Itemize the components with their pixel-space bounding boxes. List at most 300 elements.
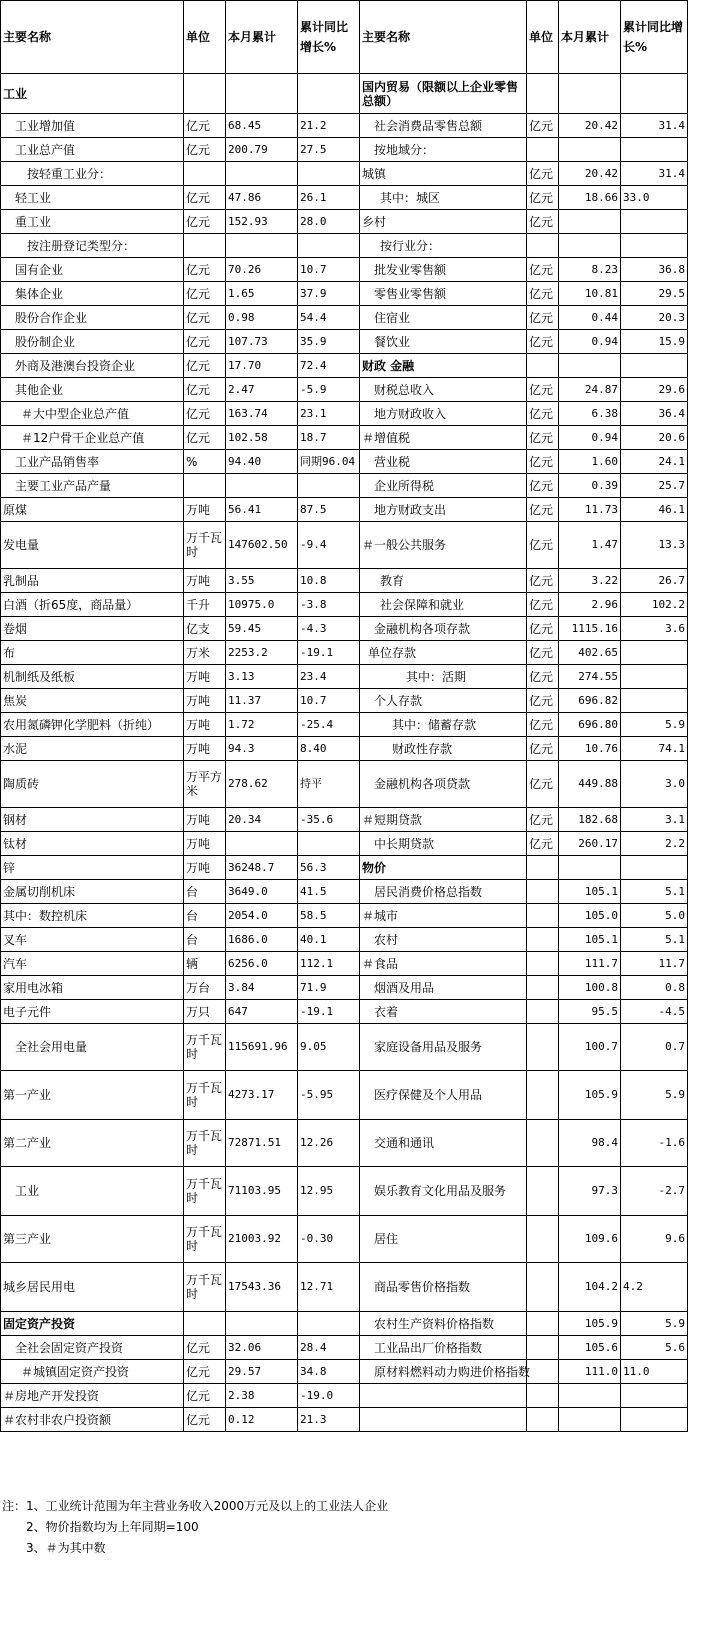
unit-right: 亿元 — [527, 569, 559, 593]
month-value-left: 6256.0 — [226, 952, 298, 976]
unit-right: 亿元 — [527, 162, 559, 186]
unit-right — [527, 1263, 559, 1312]
month-value-left: 1.72 — [226, 713, 298, 737]
growth-value-right: 9.6 — [621, 1216, 688, 1263]
indicator-name-left: 汽车 — [1, 952, 184, 976]
unit-right: 亿元 — [527, 808, 559, 832]
month-value-right: 6.38 — [559, 402, 621, 426]
month-value-right — [559, 1408, 621, 1432]
month-value-right: 696.82 — [559, 689, 621, 713]
unit-right: 亿元 — [527, 114, 559, 138]
month-value-left — [226, 832, 298, 856]
month-value-right: 1115.16 — [559, 617, 621, 641]
growth-value-right: 2.2 — [621, 832, 688, 856]
growth-value-right: 3.6 — [621, 617, 688, 641]
growth-value-left — [298, 474, 360, 498]
indicator-name-right: 金融机构各项存款 — [360, 617, 527, 641]
month-value-left: 4273.17 — [226, 1071, 298, 1120]
indicator-name-right: 交通和通讯 — [360, 1120, 527, 1167]
indicator-name-left: 家用电冰箱 — [1, 976, 184, 1000]
month-value-right: 105.6 — [559, 1336, 621, 1360]
unit-left: 亿元 — [184, 354, 226, 378]
unit-left: 亿元 — [184, 330, 226, 354]
unit-left: 万吨 — [184, 808, 226, 832]
indicator-name-left: 白酒（折65度，商品量） — [1, 593, 184, 617]
unit-left: 千升 — [184, 593, 226, 617]
month-value-right — [559, 74, 621, 114]
month-value-left: 1.65 — [226, 282, 298, 306]
growth-value-left: 同期96.04 — [298, 450, 360, 474]
growth-value-left: 35.9 — [298, 330, 360, 354]
table-row — [1, 354, 688, 378]
header-growth-right: 累计同比增长% — [621, 1, 688, 74]
growth-value-right — [621, 234, 688, 258]
growth-value-left: 28.0 — [298, 210, 360, 234]
table-row — [1, 1263, 688, 1312]
table-row — [1, 1000, 688, 1024]
month-value-left — [226, 74, 298, 114]
month-value-left: 59.45 — [226, 617, 298, 641]
indicator-name-left: ＃12户骨干企业总产值 — [1, 426, 184, 450]
growth-value-left — [298, 832, 360, 856]
table-row — [1, 1071, 688, 1120]
month-value-right: 402.65 — [559, 641, 621, 665]
header-row — [1, 1, 688, 74]
unit-left: 台 — [184, 928, 226, 952]
growth-value-left: 27.5 — [298, 138, 360, 162]
indicator-name-left: 第一产业 — [1, 1071, 184, 1120]
growth-value-right: 5.1 — [621, 928, 688, 952]
indicator-name-left: 机制纸及纸板 — [1, 665, 184, 689]
unit-left: 亿元 — [184, 426, 226, 450]
indicator-name-left: 发电量 — [1, 522, 184, 569]
month-value-left: 17543.36 — [226, 1263, 298, 1312]
growth-value-left: 8.40 — [298, 737, 360, 761]
growth-value-left: -25.4 — [298, 713, 360, 737]
table-row — [1, 114, 688, 138]
growth-value-right: 36.8 — [621, 258, 688, 282]
indicator-name-left: 按注册登记类型分： — [1, 234, 184, 258]
unit-left: 万千瓦时 — [184, 1071, 226, 1120]
table-row — [1, 330, 688, 354]
table-row — [1, 1360, 688, 1384]
month-value-right: 100.7 — [559, 1024, 621, 1071]
table-row — [1, 737, 688, 761]
month-value-right: 105.9 — [559, 1071, 621, 1120]
month-value-left: 147602.50 — [226, 522, 298, 569]
month-value-right: 100.8 — [559, 976, 621, 1000]
growth-value-left: 87.5 — [298, 498, 360, 522]
table-row — [1, 904, 688, 928]
growth-value-left: 10.7 — [298, 258, 360, 282]
month-value-left: 3.84 — [226, 976, 298, 1000]
month-value-left: 152.93 — [226, 210, 298, 234]
indicator-name-left: ＃房地产开发投资 — [1, 1384, 184, 1408]
month-value-left: 72871.51 — [226, 1120, 298, 1167]
indicator-name-left: 集体企业 — [1, 282, 184, 306]
growth-value-left: 72.4 — [298, 354, 360, 378]
unit-left: 万吨 — [184, 856, 226, 880]
table-row — [1, 569, 688, 593]
unit-left: 万只 — [184, 1000, 226, 1024]
unit-left: 万台 — [184, 976, 226, 1000]
month-value-left: 11.37 — [226, 689, 298, 713]
unit-left: 亿元 — [184, 378, 226, 402]
indicator-name-right: 餐饮业 — [360, 330, 527, 354]
growth-value-left: -35.6 — [298, 808, 360, 832]
unit-right: 亿元 — [527, 617, 559, 641]
growth-value-right — [621, 210, 688, 234]
month-value-left: 1686.0 — [226, 928, 298, 952]
unit-right — [527, 904, 559, 928]
month-value-left: 3649.0 — [226, 880, 298, 904]
month-value-left: 20.34 — [226, 808, 298, 832]
indicator-name-right: 国内贸易（限额以上企业零售总额） — [360, 74, 527, 114]
growth-value-left: 41.5 — [298, 880, 360, 904]
month-value-right: 1.47 — [559, 522, 621, 569]
growth-value-right: 5.9 — [621, 1071, 688, 1120]
growth-value-left: 23.1 — [298, 402, 360, 426]
table-row — [1, 1336, 688, 1360]
month-value-left: 36248.7 — [226, 856, 298, 880]
table-row — [1, 976, 688, 1000]
unit-left: 辆 — [184, 952, 226, 976]
unit-left: 亿元 — [184, 258, 226, 282]
unit-left — [184, 234, 226, 258]
indicator-name-left: 工业 — [1, 1167, 184, 1216]
growth-value-right: 0.8 — [621, 976, 688, 1000]
growth-value-left — [298, 1312, 360, 1336]
month-value-right: 449.88 — [559, 761, 621, 808]
unit-right: 亿元 — [527, 593, 559, 617]
growth-value-right — [621, 689, 688, 713]
month-value-left: 21003.92 — [226, 1216, 298, 1263]
unit-right: 亿元 — [527, 306, 559, 330]
month-value-right — [559, 210, 621, 234]
indicator-name-left: 陶质砖 — [1, 761, 184, 808]
table-row — [1, 928, 688, 952]
month-value-left: 94.40 — [226, 450, 298, 474]
unit-left: 万吨 — [184, 569, 226, 593]
month-value-right — [559, 1384, 621, 1408]
unit-right: 亿元 — [527, 641, 559, 665]
unit-right: 亿元 — [527, 522, 559, 569]
indicator-name-left: 主要工业产品产量 — [1, 474, 184, 498]
indicator-name-right: 医疗保健及个人用品 — [360, 1071, 527, 1120]
table-row — [1, 1384, 688, 1408]
unit-left: 亿元 — [184, 1336, 226, 1360]
table-row — [1, 450, 688, 474]
month-value-right: 20.42 — [559, 114, 621, 138]
month-value-left: 32.06 — [226, 1336, 298, 1360]
table-row — [1, 474, 688, 498]
month-value-right: 0.39 — [559, 474, 621, 498]
growth-value-right — [621, 665, 688, 689]
indicator-name-right: 住宿业 — [360, 306, 527, 330]
month-value-right: 105.1 — [559, 928, 621, 952]
month-value-left: 29.57 — [226, 1360, 298, 1384]
table-row — [1, 713, 688, 737]
growth-value-right: 25.7 — [621, 474, 688, 498]
unit-right: 亿元 — [527, 498, 559, 522]
indicator-name-left: 全社会用电量 — [1, 1024, 184, 1071]
unit-right: 亿元 — [527, 210, 559, 234]
month-value-left — [226, 1312, 298, 1336]
growth-value-left: -19.0 — [298, 1384, 360, 1408]
growth-value-right: 5.6 — [621, 1336, 688, 1360]
indicator-name-right: 农村 — [360, 928, 527, 952]
indicator-name-left: 叉车 — [1, 928, 184, 952]
indicator-name-left: 原煤 — [1, 498, 184, 522]
unit-left: 亿支 — [184, 617, 226, 641]
unit-right — [527, 1360, 559, 1384]
growth-value-left: 持平 — [298, 761, 360, 808]
growth-value-left: 56.3 — [298, 856, 360, 880]
growth-value-left: 54.4 — [298, 306, 360, 330]
growth-value-left: -5.95 — [298, 1071, 360, 1120]
unit-right — [527, 1024, 559, 1071]
growth-value-left: -9.4 — [298, 522, 360, 569]
indicator-name-left: 卷烟 — [1, 617, 184, 641]
unit-left: % — [184, 450, 226, 474]
indicator-name-right — [360, 1384, 527, 1408]
month-value-left: 115691.96 — [226, 1024, 298, 1071]
month-value-left: 56.41 — [226, 498, 298, 522]
growth-value-right — [621, 1384, 688, 1408]
unit-left: 万千瓦时 — [184, 1216, 226, 1263]
indicator-name-right: 按行业分： — [360, 234, 527, 258]
growth-value-left: 12.95 — [298, 1167, 360, 1216]
indicator-name-right: 个人存款 — [360, 689, 527, 713]
unit-left: 万平方米 — [184, 761, 226, 808]
table-row — [1, 74, 688, 114]
indicator-name-left: 重工业 — [1, 210, 184, 234]
month-value-right: 182.68 — [559, 808, 621, 832]
unit-left: 万米 — [184, 641, 226, 665]
unit-right: 亿元 — [527, 258, 559, 282]
table-row — [1, 234, 688, 258]
growth-value-right: 0.7 — [621, 1024, 688, 1071]
growth-value-left: 10.7 — [298, 689, 360, 713]
growth-value-right: 5.9 — [621, 713, 688, 737]
growth-value-right: 46.1 — [621, 498, 688, 522]
unit-right — [527, 1336, 559, 1360]
unit-right — [527, 856, 559, 880]
indicator-name-right: 地方财政支出 — [360, 498, 527, 522]
month-value-left: 200.79 — [226, 138, 298, 162]
table-row — [1, 665, 688, 689]
month-value-right: 18.66 — [559, 186, 621, 210]
table-row — [1, 1167, 688, 1216]
unit-right — [527, 138, 559, 162]
month-value-left — [226, 162, 298, 186]
indicator-name-left: 外商及港澳台投资企业 — [1, 354, 184, 378]
unit-right: 亿元 — [527, 713, 559, 737]
indicator-name-right: ＃一般公共服务 — [360, 522, 527, 569]
month-value-left: 102.58 — [226, 426, 298, 450]
header-growth-left: 累计同比增长% — [298, 1, 360, 74]
table-row — [1, 1024, 688, 1071]
table-row — [1, 593, 688, 617]
unit-left — [184, 162, 226, 186]
indicator-name-right: 金融机构各项贷款 — [360, 761, 527, 808]
unit-right — [527, 928, 559, 952]
unit-right: 亿元 — [527, 282, 559, 306]
month-value-right: 105.0 — [559, 904, 621, 928]
unit-left — [184, 1312, 226, 1336]
growth-value-left: -19.1 — [298, 1000, 360, 1024]
unit-left — [184, 74, 226, 114]
indicator-name-right: 地方财政收入 — [360, 402, 527, 426]
header-month-left: 本月累计 — [226, 1, 298, 74]
indicator-name-right: 财政 金融 — [360, 354, 527, 378]
month-value-left — [226, 474, 298, 498]
indicator-name-left: 股份制企业 — [1, 330, 184, 354]
month-value-left: 0.12 — [226, 1408, 298, 1432]
unit-right — [527, 1312, 559, 1336]
unit-left: 亿元 — [184, 402, 226, 426]
table-row — [1, 1312, 688, 1336]
unit-right: 亿元 — [527, 474, 559, 498]
month-value-right: 95.5 — [559, 1000, 621, 1024]
month-value-right: 3.22 — [559, 569, 621, 593]
month-value-left: 2.47 — [226, 378, 298, 402]
indicator-name-right: 教育 — [360, 569, 527, 593]
unit-left: 万千瓦时 — [184, 1024, 226, 1071]
table-row — [1, 880, 688, 904]
unit-right — [527, 976, 559, 1000]
indicator-name-right: 衣着 — [360, 1000, 527, 1024]
table-row — [1, 258, 688, 282]
month-value-right: 2.96 — [559, 593, 621, 617]
month-value-left: 0.98 — [226, 306, 298, 330]
table-row — [1, 952, 688, 976]
unit-left: 亿元 — [184, 306, 226, 330]
unit-right — [527, 1000, 559, 1024]
indicator-name-left: 股份合作企业 — [1, 306, 184, 330]
unit-left: 万吨 — [184, 737, 226, 761]
table-row — [1, 617, 688, 641]
indicator-name-right: 零售业零售额 — [360, 282, 527, 306]
indicator-name-left: 钛材 — [1, 832, 184, 856]
unit-left: 亿元 — [184, 138, 226, 162]
month-value-left: 163.74 — [226, 402, 298, 426]
unit-left: 万吨 — [184, 832, 226, 856]
unit-right: 亿元 — [527, 186, 559, 210]
growth-value-left: 34.8 — [298, 1360, 360, 1384]
table-row — [1, 522, 688, 569]
growth-value-left: -19.1 — [298, 641, 360, 665]
indicator-name-right: 营业税 — [360, 450, 527, 474]
unit-right — [527, 880, 559, 904]
table-row — [1, 1120, 688, 1167]
table-row — [1, 186, 688, 210]
month-value-right — [559, 856, 621, 880]
growth-value-right — [621, 1408, 688, 1432]
growth-value-left: -4.3 — [298, 617, 360, 641]
indicator-name-left: 乳制品 — [1, 569, 184, 593]
indicator-name-left: 固定资产投资 — [1, 1312, 184, 1336]
growth-value-left: 9.05 — [298, 1024, 360, 1071]
growth-value-right: 29.6 — [621, 378, 688, 402]
indicator-name-left: 第三产业 — [1, 1216, 184, 1263]
month-value-right: 0.94 — [559, 330, 621, 354]
month-value-right: 111.0 — [559, 1360, 621, 1384]
month-value-left: 3.55 — [226, 569, 298, 593]
growth-value-right: 5.0 — [621, 904, 688, 928]
month-value-left: 10975.0 — [226, 593, 298, 617]
growth-value-right: 74.1 — [621, 737, 688, 761]
unit-right — [527, 952, 559, 976]
growth-value-left: 21.2 — [298, 114, 360, 138]
unit-left: 台 — [184, 904, 226, 928]
table-row — [1, 498, 688, 522]
indicator-name-left: 工业 — [1, 74, 184, 114]
table-row — [1, 689, 688, 713]
month-value-left: 17.70 — [226, 354, 298, 378]
month-value-left: 2054.0 — [226, 904, 298, 928]
indicator-name-left: ＃大中型企业总产值 — [1, 402, 184, 426]
growth-value-left: -5.9 — [298, 378, 360, 402]
unit-left: 亿元 — [184, 210, 226, 234]
indicator-name-right: 乡村 — [360, 210, 527, 234]
month-value-right: 97.3 — [559, 1167, 621, 1216]
unit-left: 亿元 — [184, 186, 226, 210]
growth-value-left: 26.1 — [298, 186, 360, 210]
month-value-right: 98.4 — [559, 1120, 621, 1167]
unit-right — [527, 74, 559, 114]
unit-right — [527, 1408, 559, 1432]
indicator-name-right: 企业所得税 — [360, 474, 527, 498]
month-value-right: 105.9 — [559, 1312, 621, 1336]
indicator-name-left: 第二产业 — [1, 1120, 184, 1167]
indicator-name-left: ＃农村非农户投资额 — [1, 1408, 184, 1432]
growth-value-left: 18.7 — [298, 426, 360, 450]
indicator-name-left: 水泥 — [1, 737, 184, 761]
month-value-left — [226, 234, 298, 258]
indicator-name-right: ＃食品 — [360, 952, 527, 976]
indicator-name-right: 商品零售价格指数 — [360, 1263, 527, 1312]
indicator-name-right: 家庭设备用品及服务 — [360, 1024, 527, 1071]
table-row — [1, 761, 688, 808]
indicator-name-right: 按地域分： — [360, 138, 527, 162]
month-value-right: 111.7 — [559, 952, 621, 976]
month-value-right: 274.55 — [559, 665, 621, 689]
growth-value-right: 29.5 — [621, 282, 688, 306]
growth-value-right: 20.6 — [621, 426, 688, 450]
table-row — [1, 856, 688, 880]
indicator-name-right: 社会保障和就业 — [360, 593, 527, 617]
unit-left: 亿元 — [184, 1360, 226, 1384]
growth-value-left: 71.9 — [298, 976, 360, 1000]
indicator-name-right: 农村生产资料价格指数 — [360, 1312, 527, 1336]
unit-right — [527, 1120, 559, 1167]
unit-left — [184, 474, 226, 498]
indicator-name-right: 烟酒及用品 — [360, 976, 527, 1000]
indicator-name-right: 单位存款 — [360, 641, 527, 665]
month-value-right: 696.80 — [559, 713, 621, 737]
unit-right: 亿元 — [527, 832, 559, 856]
unit-right — [527, 1216, 559, 1263]
month-value-right: 24.87 — [559, 378, 621, 402]
indicator-name-right: 原材料燃料动力购进价格指数 — [360, 1360, 527, 1384]
unit-right — [527, 1167, 559, 1216]
month-value-left: 647 — [226, 1000, 298, 1024]
unit-right — [527, 1384, 559, 1408]
indicator-name-left: 工业产品销售率 — [1, 450, 184, 474]
indicator-name-left: 钢材 — [1, 808, 184, 832]
footnote-1: 注：1、工业统计范围为年主营业务收入2000万元及以上的工业法人企业 — [2, 1499, 389, 1513]
